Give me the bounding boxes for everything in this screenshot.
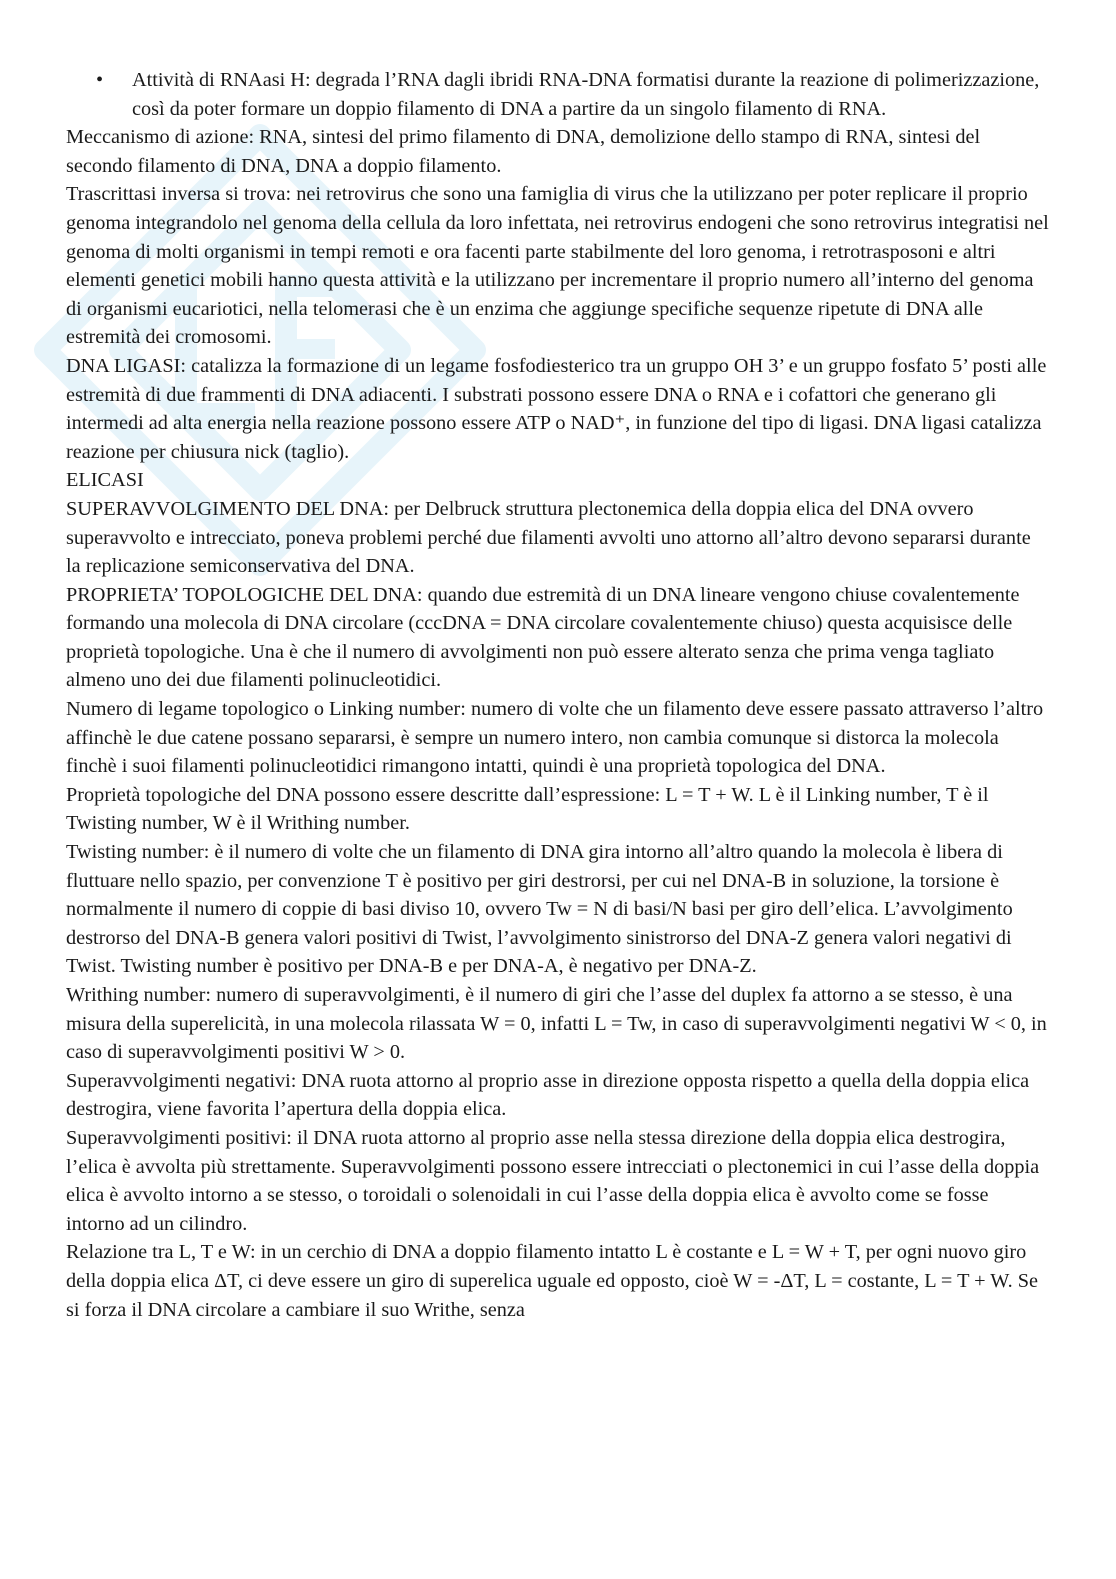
paragraph-supercoiling: SUPERAVVOLGIMENTO DEL DNA: per Delbruck struttura plectonemica della doppia elica del DNA ovvero superavvolto e intrecciato, poneva problemi perché due filamenti avvolti uno attorno all’altro devono separarsi durante la replicazione semiconservativa del DNA. (66, 497, 1031, 578)
paragraph-positive-supercoils: Superavvolgimenti positivi: il DNA ruota attorno al proprio asse nella stessa direzione della doppia elica destrogira, l’elica è avvolta più strettamente. Superavvolgimenti possono essere intrecciati o plectonemici in cui l’asse della doppia elica è avvolto intorno a se stesso, o toroidali o solenoidali in cui l’asse della doppia elica è avvolto come se fosse intorno ad un cilindro. (66, 1126, 1040, 1235)
paragraph-negative-supercoils: Superavvolgimenti negativi: DNA ruota attorno al proprio asse in direzione opposta rispetto a quella della doppia elica destrogira, viene favorita l’apertura della doppia elica. (66, 1069, 1030, 1121)
bullet-icon: • (96, 69, 104, 91)
heading-elicasi: ELICASI (66, 469, 144, 492)
paragraph-expression: Proprietà topologiche del DNA possono essere descritte dall’espressione: L = T + W. L è il Linking number, T è il Twisting number, W è il Writhing number. (66, 783, 989, 835)
paragraph-writhing-number: Writhing number: numero di superavvolgimenti, è il numero di giri che l’asse del duplex fa attorno a se stesso, è una misura della superelicità, in una molecola rilassata W = 0, infatti L = Tw, in caso di superavvolgimenti negativi W < 0, in caso di superavvolgimenti positivi W > 0. (66, 984, 1047, 1064)
paragraph-linking-number: Numero di legame topologico o Linking number: numero di volte che un filamento deve essere passato attraverso l’altro affinchè le due catene possano separarsi, è sempre un numero intero, non cambia comunque si distorca la molecola finchè i suoi filamenti polinucleotidici rimangono intatti, quindi è una proprietà topologica del DNA. (66, 698, 1044, 778)
paragraph-mechanism: Meccanismo di azione: RNA, sintesi del primo filamento di DNA, demolizione dello stampo di RNA, sintesi del secondo filamento di DNA, DNA a doppio filamento. (66, 126, 981, 177)
bullet-text: Attività di RNAasi H: degrada l’RNA dagli ibridi RNA-DNA formatisi durante la reazione di polimerizzazione, così da poter formare un doppio filamento di DNA a partire da un singolo filamento di RNA. (132, 69, 1040, 120)
paragraph-topological-properties: PROPRIETA’ TOPOLOGICHE DEL DNA: quando due estremità di un DNA lineare vengono chiuse covalentemente formando una molecola di DNA circolare (cccDNA = DNA circolare covalentemente chiuso) questa acquisisce delle proprietà topologiche. Una è che il numero di avvolgimenti non può essere alterato senza che prima venga tagliato almeno uno dei due filamenti polinucleotidici. (66, 583, 1020, 692)
paragraph-twisting-number: Twisting number: è il numero di volte che un filamento di DNA gira intorno all’altro quando la molecola è libera di fluttuare nello spazio, per convenzione T è positivo per giri destrorsi, per cui nel DNA-B in soluzione, la torsione è normalmente il numero di coppie di basi diviso 10, ovvero Tw = N di basi/N basi per giro dell’elica. L’avvolgimento destrorso del DNA-B genera valori positivi di Twist, l’avvolgimento sinistrorso del DNA-Z genera valori negativi di Twist. Twisting number è positivo per DNA-B e per DNA-A, è negativo per DNA-Z. (66, 841, 1013, 978)
document-body (66, 66, 1050, 1324)
list-item (66, 66, 1050, 123)
paragraph-reverse-transcriptase: Trascrittasi inversa si trova: nei retrovirus che sono una famiglia di virus che la utilizzano per poter replicare il proprio genoma integrandolo nel genoma della cellula da loro infettata, nei retrovirus endogeni che sono retrovirus integratisi nel genoma di molti organismi in tempi remoti e ora facenti parte stabilmente del loro genoma, i retrotrasposoni e altri elementi genetici mobili hanno questa attività e la utilizzano per incrementare il proprio numero all’interno del genoma di organismi eucariotici, nella telomerasi che è un enzima che aggiunge specifiche sequenze ripetute di DNA alle estremità dei cromosomi. (66, 183, 1049, 349)
paragraph-dna-ligase: DNA LIGASI: catalizza la formazione di un legame fosfodiesterico tra un gruppo OH 3’ e un gruppo fosfato 5’ posti alle estremità di due frammenti di DNA adiacenti. I substrati possono essere DNA o RNA e i cofattori che generano gli intermedi ad alta energia nella reazione possono essere ATP o NAD⁺, in funzione del tipo di ligasi. DNA ligasi catalizza reazione per chiusura nick (taglio). (66, 354, 1047, 463)
paragraph-ltw-relation: Relazione tra L, T e W: in un cerchio di DNA a doppio filamento intatto L è costante e L = W + T, per ogni nuovo giro della doppia elica ΔT, ci deve essere un giro di superelica uguale ed opposto, cioè W = -ΔT, L = costante, L = T + W. Se si forza il DNA circolare a cambiare il suo Writhe, senza (66, 1241, 1039, 1321)
